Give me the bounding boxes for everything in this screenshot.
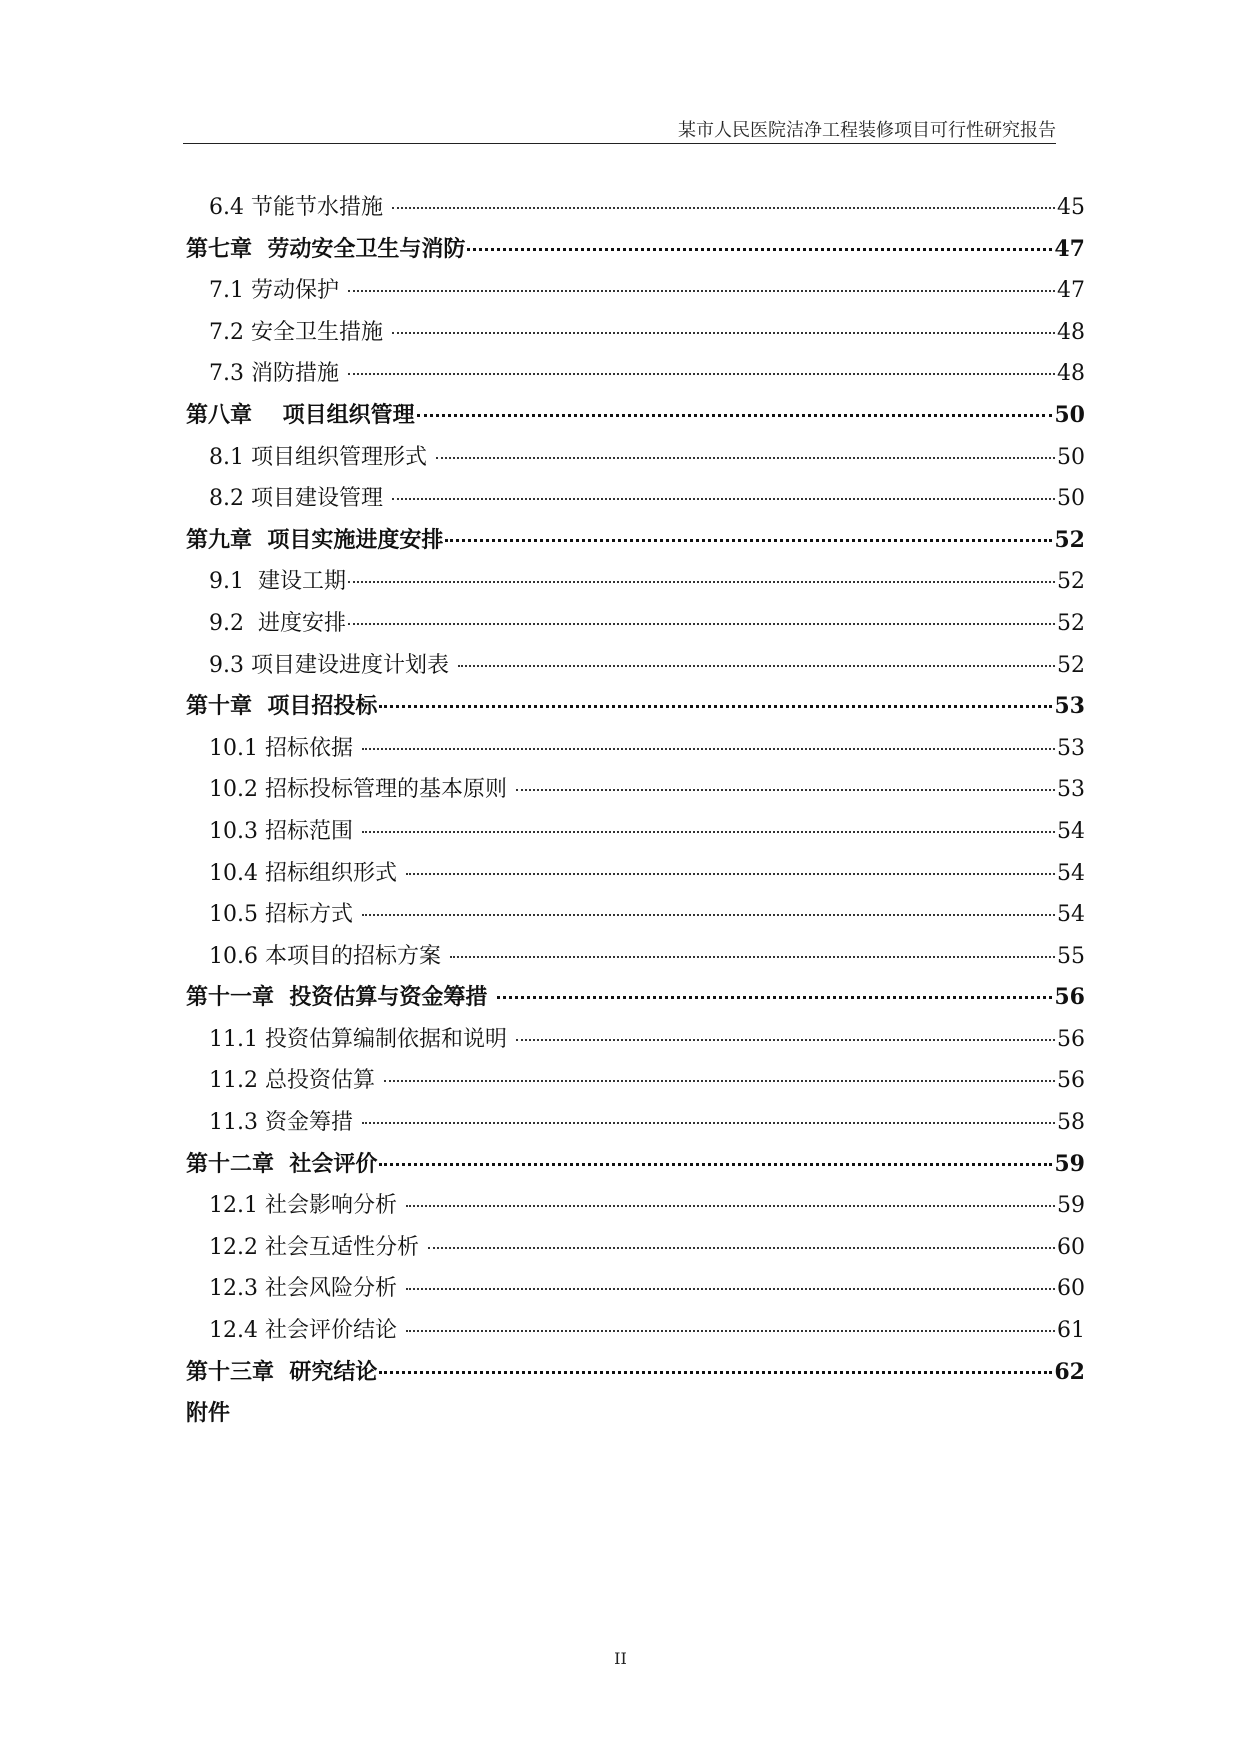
toc-section-entry[interactable]: [186, 936, 1085, 978]
toc-dot-leader: [348, 581, 1055, 583]
toc-entry-title: 7.1 劳动保护: [209, 278, 346, 304]
page-number: II: [614, 1649, 627, 1668]
toc-entry-page: 62: [1054, 1358, 1085, 1385]
toc-entry-title: 11.2 总投资估算: [209, 1068, 382, 1094]
toc-entry-page: 53: [1054, 693, 1085, 720]
toc-section-entry[interactable]: [186, 187, 1085, 229]
toc-entry-title: 12.1 社会影响分析: [209, 1193, 404, 1219]
toc-entry-page: 52: [1054, 526, 1085, 553]
toc-entry-title: 第十二章 社会评价: [186, 1150, 378, 1177]
toc-entry-title: 9.2 进度安排: [209, 610, 346, 636]
toc-dot-leader: [467, 248, 1052, 251]
toc-section-entry[interactable]: [186, 728, 1085, 770]
toc-entry-page: 52: [1057, 569, 1085, 595]
toc-dot-leader: [516, 789, 1055, 791]
toc-entry-page: 54: [1057, 860, 1085, 886]
toc-dot-leader: [428, 1247, 1055, 1249]
toc-chapter-entry[interactable]: [186, 1144, 1085, 1186]
toc-entry-page: 55: [1057, 943, 1085, 969]
toc-chapter-entry[interactable]: [186, 520, 1085, 562]
toc-entry-page: 50: [1054, 401, 1085, 428]
toc-chapter-entry[interactable]: [186, 395, 1085, 437]
toc-entry-title: 10.1 招标依据: [209, 735, 360, 761]
toc-entry-page: 45: [1057, 195, 1085, 220]
toc-chapter-entry[interactable]: [186, 977, 1085, 1019]
toc-entry-title: 第十一章 投资估算与资金筹措: [186, 984, 495, 1011]
toc-dot-leader: [362, 914, 1055, 916]
toc-entry-page: 52: [1057, 652, 1085, 678]
toc-section-entry[interactable]: [186, 312, 1085, 354]
toc-entry-page: 48: [1057, 361, 1085, 387]
toc-dot-leader: [406, 1205, 1055, 1207]
toc-entry-page: 60: [1057, 1276, 1085, 1302]
toc-entry-page: 60: [1057, 1234, 1085, 1260]
toc-section-entry[interactable]: [186, 1268, 1085, 1310]
toc-entry-page: 59: [1054, 1150, 1085, 1177]
toc-entry-page: 56: [1054, 984, 1085, 1011]
toc-entry-page: 56: [1057, 1068, 1085, 1094]
toc-entry-page: 53: [1057, 777, 1085, 803]
toc-dot-leader: [516, 1039, 1055, 1041]
toc-section-entry[interactable]: [186, 769, 1085, 811]
toc-entry-title: 7.2 安全卫生措施: [209, 319, 390, 345]
toc-dot-leader: [392, 207, 1055, 209]
toc-dot-leader: [458, 665, 1055, 667]
toc-entry-title: 8.1 项目组织管理形式: [209, 444, 434, 470]
toc-chapter-entry[interactable]: [186, 229, 1085, 271]
toc-dot-leader: [362, 1122, 1055, 1124]
toc-entry-title: 第十章 项目招投标: [186, 693, 378, 720]
toc-entry-title: 8.2 项目建设管理: [209, 486, 390, 512]
toc-entry-title: 11.1 投资估算编制依据和说明: [209, 1026, 514, 1052]
toc-dot-leader: [406, 1288, 1055, 1290]
toc-section-entry[interactable]: [186, 894, 1085, 936]
toc-entry-title: 7.3 消防措施: [209, 361, 346, 387]
toc-section-entry[interactable]: [186, 353, 1085, 395]
toc-section-entry[interactable]: [186, 1227, 1085, 1269]
toc-entry-page: 58: [1057, 1110, 1085, 1136]
toc-dot-leader: [379, 1163, 1052, 1166]
toc-entry-title: 第七章 劳动安全卫生与消防: [186, 235, 466, 262]
toc-dot-leader: [348, 290, 1055, 292]
toc-entry-page: 50: [1057, 444, 1085, 470]
toc-entry-page: 50: [1057, 486, 1085, 512]
toc-entry-title: 12.2 社会互适性分析: [209, 1234, 426, 1260]
toc-entry-page: 52: [1057, 610, 1085, 636]
toc-section-entry[interactable]: [186, 811, 1085, 853]
toc-entry-page: 54: [1057, 818, 1085, 844]
toc-dot-leader: [392, 332, 1055, 334]
toc-dot-leader: [406, 1330, 1055, 1332]
toc-section-entry[interactable]: [186, 1060, 1085, 1102]
header-rule: [183, 143, 1056, 144]
toc-dot-leader: [384, 1080, 1055, 1082]
toc-entry-title: 10.2 招标投标管理的基本原则: [209, 777, 514, 803]
toc-dot-leader: [379, 705, 1052, 708]
toc-entry-title: 12.3 社会风险分析: [209, 1276, 404, 1302]
toc-section-entry[interactable]: [186, 478, 1085, 520]
toc-entry-page: 61: [1057, 1318, 1085, 1344]
toc-entry-title: 第十三章 研究结论: [186, 1358, 378, 1385]
toc-entry-title: 12.4 社会评价结论: [209, 1318, 404, 1344]
toc-entry-title: 附件: [186, 1400, 231, 1427]
toc-entry-title: 10.4 招标组织形式: [209, 860, 404, 886]
toc-dot-leader: [436, 457, 1055, 459]
toc-section-entry[interactable]: [186, 645, 1085, 687]
toc-dot-leader: [445, 539, 1052, 542]
toc-dot-leader: [348, 623, 1055, 625]
toc-dot-leader: [362, 831, 1055, 833]
toc-entry-page: 59: [1057, 1193, 1085, 1219]
toc-section-entry[interactable]: [186, 1019, 1085, 1061]
toc-entry-title: 第九章 项目实施进度安排: [186, 526, 444, 553]
toc-section-entry[interactable]: [186, 1310, 1085, 1352]
toc-entry-page: 47: [1054, 235, 1085, 262]
toc-entry-page: 48: [1057, 319, 1085, 345]
toc-entry-title: 9.3 项目建设进度计划表: [209, 652, 456, 678]
toc-chapter-entry[interactable]: [186, 686, 1085, 728]
toc-dot-leader: [348, 373, 1055, 375]
toc-section-entry[interactable]: [186, 1185, 1085, 1227]
toc-entry-page: 54: [1057, 902, 1085, 928]
toc-chapter-entry[interactable]: [186, 1352, 1085, 1394]
toc-dot-leader: [450, 956, 1055, 958]
toc-dot-leader: [392, 498, 1055, 500]
toc-section-entry[interactable]: [186, 437, 1085, 479]
toc-entry-page: 47: [1057, 278, 1085, 304]
toc-dot-leader: [379, 1371, 1052, 1374]
toc-entry-title: 10.6 本项目的招标方案: [209, 943, 448, 969]
toc-entry-title: 10.5 招标方式: [209, 902, 360, 928]
toc-dot-leader: [497, 996, 1052, 999]
toc-entry-page: 56: [1057, 1026, 1085, 1052]
table-of-contents: [186, 187, 1085, 1435]
toc-appendix-entry[interactable]: [186, 1393, 1085, 1435]
toc-section-entry[interactable]: [186, 270, 1085, 312]
toc-entry-title: 11.3 资金筹措: [209, 1110, 360, 1136]
toc-entry-page: 53: [1057, 735, 1085, 761]
toc-dot-leader: [406, 873, 1055, 875]
toc-section-entry[interactable]: [186, 853, 1085, 895]
toc-section-entry[interactable]: [186, 1102, 1085, 1144]
toc-entry-title: 第八章 项目组织管理: [186, 401, 415, 428]
toc-entry-title: 6.4 节能节水措施: [209, 195, 390, 220]
toc-dot-leader: [362, 748, 1055, 750]
toc-dot-leader: [417, 414, 1053, 417]
running-header: 某市人民医院洁净工程装修项目可行性研究报告: [678, 120, 1056, 141]
toc-section-entry[interactable]: [186, 603, 1085, 645]
toc-entry-title: 10.3 招标范围: [209, 818, 360, 844]
toc-entry-title: 9.1 建设工期: [209, 569, 346, 595]
toc-section-entry[interactable]: [186, 561, 1085, 603]
